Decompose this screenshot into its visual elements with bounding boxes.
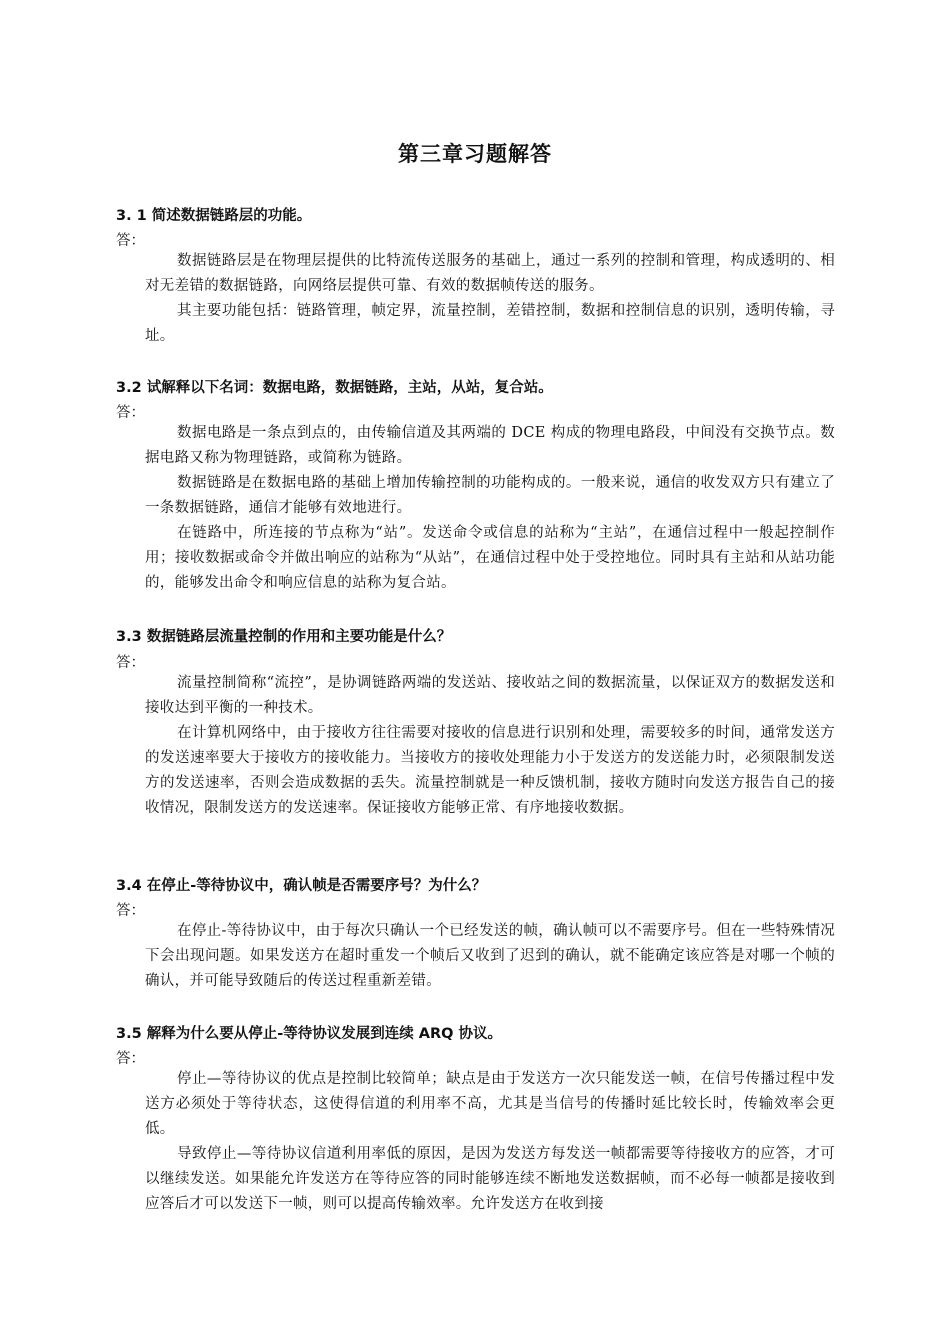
answer-paragraph: 数据链路是在数据电路的基础上增加传输控制的功能构成的。一般来说，通信的收发双方只有建立了一条数据链路，通信才能够有效地进行。 <box>145 475 835 516</box>
answer-paragraph: 停止—等待协议的优点是控制比较简单；缺点是由于发送方一次只能发送一帧，在信号传播过程中发送方必须处于等待状态，这使得信道的利用率不高，尤其是当信号的传播时延比较长时，传输效率会更低。 <box>145 1071 835 1137</box>
page-title: 第三章习题解答 <box>398 142 552 166</box>
answer-paragraph: 数据电路是一条点到点的，由传输信道及其两端的 DCE 构成的物理电路段，中间没有交换节点。数据电路又称为物理链路，或简称为链路。 <box>145 425 835 466</box>
question-heading-3-3: 3.3 数据链路层流量控制的作用和主要功能是什么？ <box>116 629 452 645</box>
question-heading-3-1: 3. 1 简述数据链路层的功能。 <box>116 208 312 224</box>
answer-label: 答： <box>116 655 145 671</box>
question-heading-3-4: 3.4 在停止-等待协议中，确认帧是否需要序号？为什么？ <box>116 878 487 894</box>
answer-label: 答： <box>116 405 145 421</box>
answer-paragraph: 在计算机网络中，由于接收方往往需要对接收的信息进行识别和处理，需要较多的时间，通常发送方的发送速率要大于接收方的接收能力。当接收方的接收处理能力小于发送方的发送能力时，必须限制发送方的发送速率，否则会造成数据的丢失。流量控制就是一种反馈机制，接收方随时向发送方报告自己的接收情况，限制发送方的发送速率。保证接收方能够正常、有序地接收数据。 <box>145 725 835 816</box>
answer-label: 答： <box>116 1051 145 1067</box>
answer-paragraph: 其主要功能包括：链路管理，帧定界，流量控制，差错控制，数据和控制信息的识别，透明传输，寻址。 <box>145 303 835 344</box>
question-heading-3-5: 3.5 解释为什么要从停止-等待协议发展到连续 ARQ 协议。 <box>116 1026 503 1042</box>
answer-label: 答： <box>116 233 145 249</box>
answer-paragraph: 数据链路层是在物理层提供的比特流传送服务的基础上，通过一系列的控制和管理，构成透明的、相对无差错的数据链路，向网络层提供可靠、有效的数据帧传送的服务。 <box>145 253 835 294</box>
answer-paragraph: 流量控制简称“流控”，是协调链路两端的发送站、接收站之间的数据流量，以保证双方的数据发送和接收达到平衡的一种技术。 <box>145 675 835 716</box>
question-heading-3-2: 3.2 试解释以下名词：数据电路，数据链路，主站，从站，复合站。 <box>116 380 553 396</box>
answer-paragraph: 导致停止—等待协议信道利用率低的原因，是因为发送方每发送一帧都需要等待接收方的应答，才可以继续发送。如果能允许发送方在等待应答的同时能够连续不断地发送数据帧，而不必每一帧都是接收到应答后才可以发送下一帧，则可以提高传输效率。允许发送方在收到接 <box>145 1146 835 1212</box>
answer-label: 答： <box>116 903 145 919</box>
answer-paragraph: 在链路中，所连接的节点称为“站”。发送命令或信息的站称为“主站”，在通信过程中一般起控制作用；接收数据或命令并做出响应的站称为“从站”，在通信过程中处于受控地位。同时具有主站和从站功能的，能够发出命令和响应信息的站称为复合站。 <box>145 525 835 591</box>
answer-paragraph: 在停止-等待协议中，由于每次只确认一个已经发送的帧，确认帧可以不需要序号。但在一些特殊情况下会出现问题。如果发送方在超时重发一个帧后又收到了迟到的确认，就不能确定该应答是对哪一个帧的确认，并可能导致随后的传送过程重新差错。 <box>145 923 835 989</box>
